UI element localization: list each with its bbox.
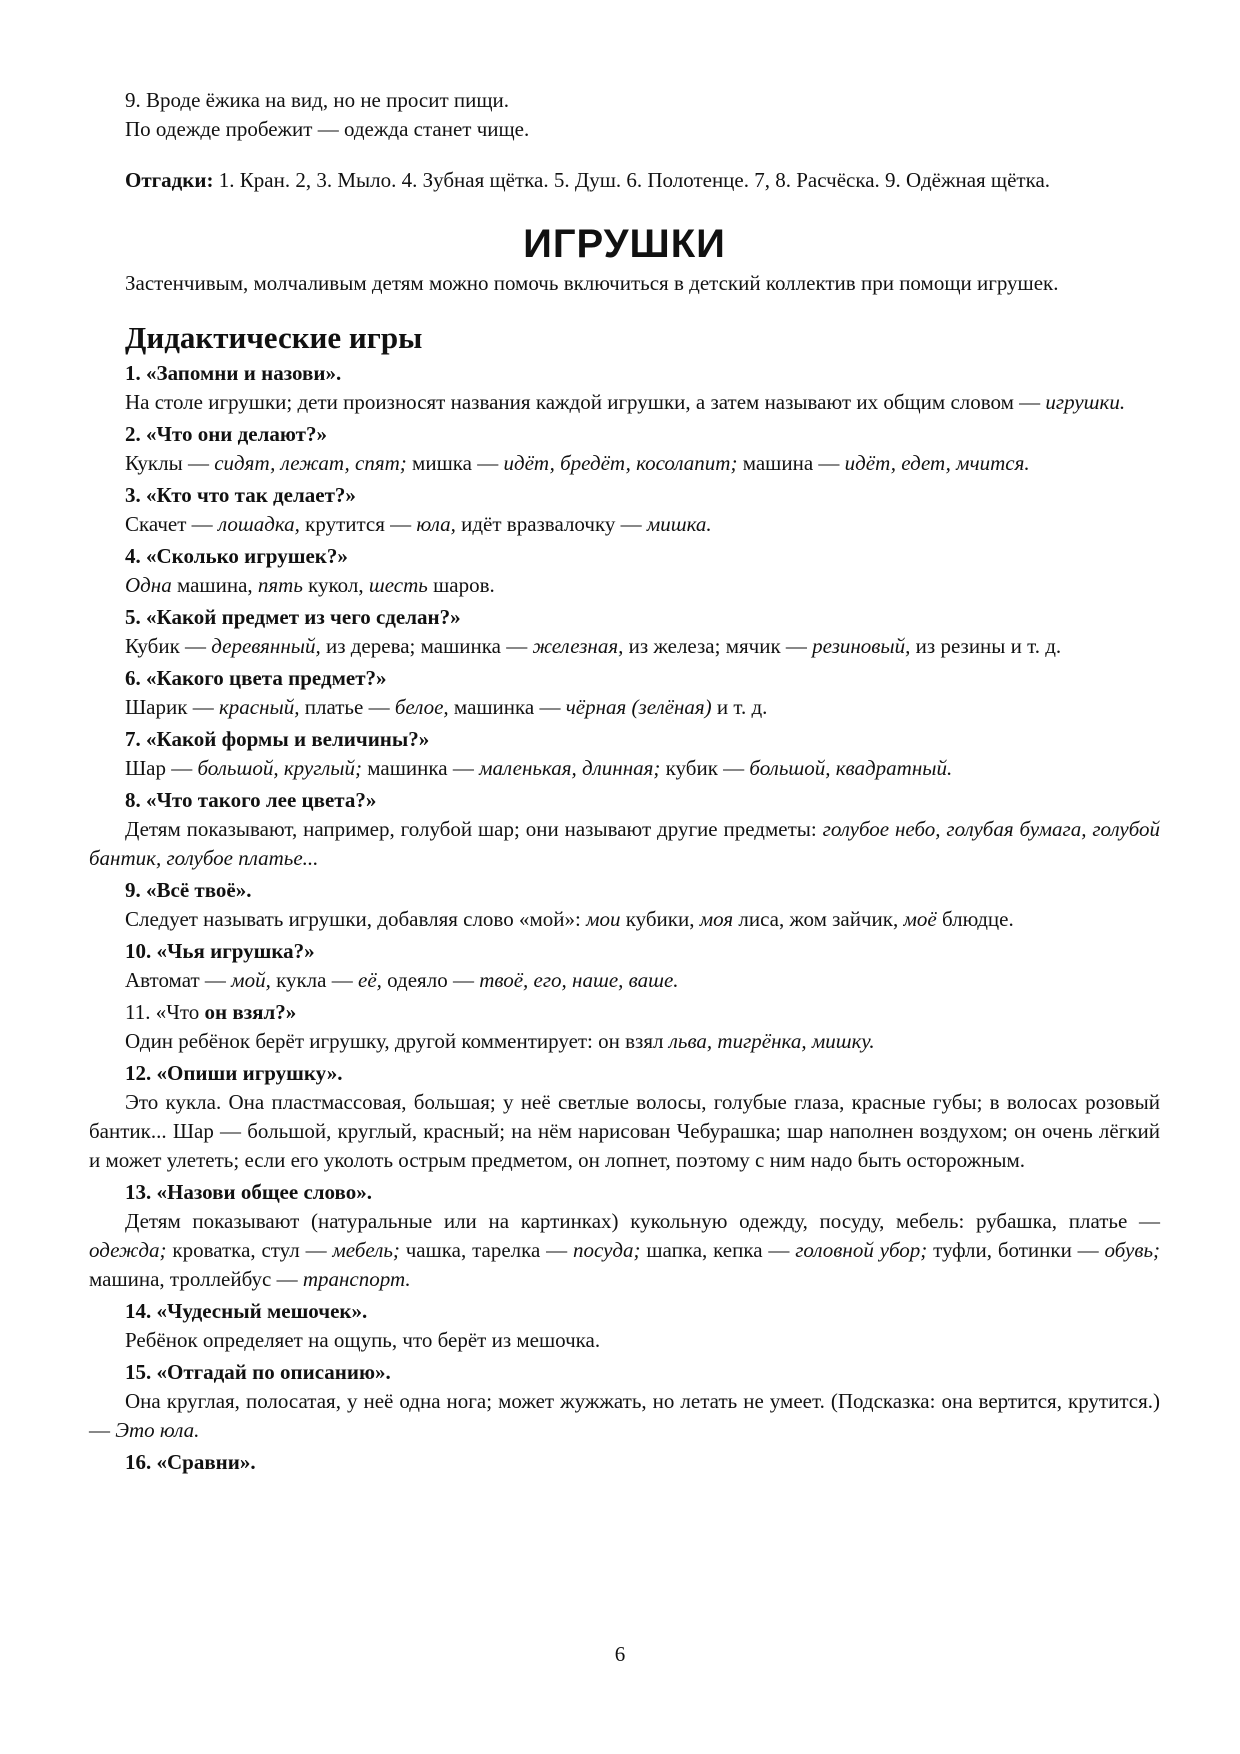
game-text: Она круглая, полосатая, у неё одна нога; может жужжать, но летать не умеет. (Подсказка: она вертится, крутится.) — Это юла. [89, 1389, 1160, 1442]
game-text: Детям показывают, например, голубой шар; они называют другие предметы: голубое небо, голубая бумага, голубой бантик, голубое платье... [89, 817, 1160, 870]
game-text: Кубик — деревянный, из дерева; машинка — железная, из железа; мячик — резиновый, из резины и т. д. [125, 634, 1062, 658]
game-text: Шарик — красный, платье — белое, машинка — чёрная (зелёная) и т. д. [125, 695, 768, 719]
riddle-9-line-1: 9. Вроде ёжика на вид, но не просит пищи. [125, 88, 510, 112]
game-title: 3. «Кто что так делает?» [125, 483, 356, 507]
game-text: Детям показывают (натуральные или на картинках) кукольную одежду, посуду, мебель: рубашка, платье — одежда; кроватка, стул — мебель; чашка, тарелка — посуда; шапка, кепка — головной убор; туфли, ботинки — обувь; машина, троллейбус — транспорт. [89, 1209, 1160, 1291]
page-title: ИГРУШКИ [523, 222, 726, 266]
game-title: 6. «Какого цвета предмет?» [125, 666, 387, 690]
game-title: 13. «Назови общее слово». [125, 1180, 372, 1204]
answers-label: Отгадки: [125, 168, 214, 192]
game-text: Ребёнок определяет на ощупь, что берёт из мешочка. [125, 1328, 601, 1352]
game-text: Один ребёнок берёт игрушку, другой комментирует: он взял льва, тигрёнка, мишку. [125, 1029, 875, 1053]
section-title: Дидактические игры [125, 320, 423, 355]
game-title: 12. «Опиши игрушку». [125, 1061, 343, 1085]
intro-paragraph: Застенчивым, молчаливым детям можно помочь включиться в детский коллектив при помощи игрушек. [125, 271, 1059, 295]
game-text: Это кукла. Она пластмассовая, большая; у неё светлые волосы, голубые глаза, красные губы; в волосах розовый бантик... Шар — большой, круглый, красный; на нём нарисован Чебурашка; шар наполнен воздухом; он очень лёгкий и может улететь; если его уколоть острым предметом, он лопнет, поэтому с ним надо быть осторожным. [89, 1090, 1160, 1172]
riddle-9-line-2: По одежде пробежит — одежда станет чище. [125, 117, 530, 141]
game-title: 2. «Что они делают?» [125, 422, 327, 446]
game-title: 1. «Запомни и назови». [125, 361, 342, 385]
game-title: 9. «Всё твоё». [125, 878, 252, 902]
game-text: Следует называть игрушки, добавляя слово «мой»: мои кубики, моя лиса, жом зайчик, моё блюдце. [125, 907, 1014, 931]
game-title: 4. «Сколько игрушек?» [125, 544, 348, 568]
game-text: На столе игрушки; дети произносят названия каждой игрушки, а затем называют их общим словом — игрушки. [125, 390, 1126, 414]
answers-text: 1. Кран. 2, 3. Мыло. 4. Зубная щётка. 5. Душ. 6. Полотенце. 7, 8. Расчёска. 9. Одёжная щётка. [213, 168, 1051, 192]
game-title: 15. «Отгадай по описанию». [125, 1360, 391, 1384]
game-title: 8. «Что такого лее цвета?» [125, 788, 377, 812]
game-text: Куклы — сидят, лежат, спят; мишка — идёт, бредёт, косолапит; машина — идёт, едет, мчится. [125, 451, 1030, 475]
game-title: 10. «Чья игрушка?» [125, 939, 315, 963]
game-text: Автомат — мой, кукла — её, одеяло — твоё, его, наше, ваше. [125, 968, 679, 992]
game-title: 11. «Что он взял?» [125, 1000, 297, 1024]
riddle-answers [89, 166, 1160, 195]
game-title: 16. «Сравни». [125, 1450, 256, 1474]
page-number: 6 [614, 1642, 626, 1666]
game-text: Шар — большой, круглый; машинка — маленькая, длинная; кубик — большой, квадратный. [125, 756, 953, 780]
game-title: 5. «Какой предмет из чего сделан?» [125, 605, 461, 629]
game-title: 14. «Чудесный мешочек». [125, 1299, 368, 1323]
game-text: Одна машина, пять кукол, шесть шаров. [125, 573, 495, 597]
game-text: Скачет — лошадка, крутится — юла, идёт вразвалочку — мишка. [125, 512, 712, 536]
game-title: 7. «Какой формы и величины?» [125, 727, 430, 751]
spacer [89, 144, 1160, 166]
